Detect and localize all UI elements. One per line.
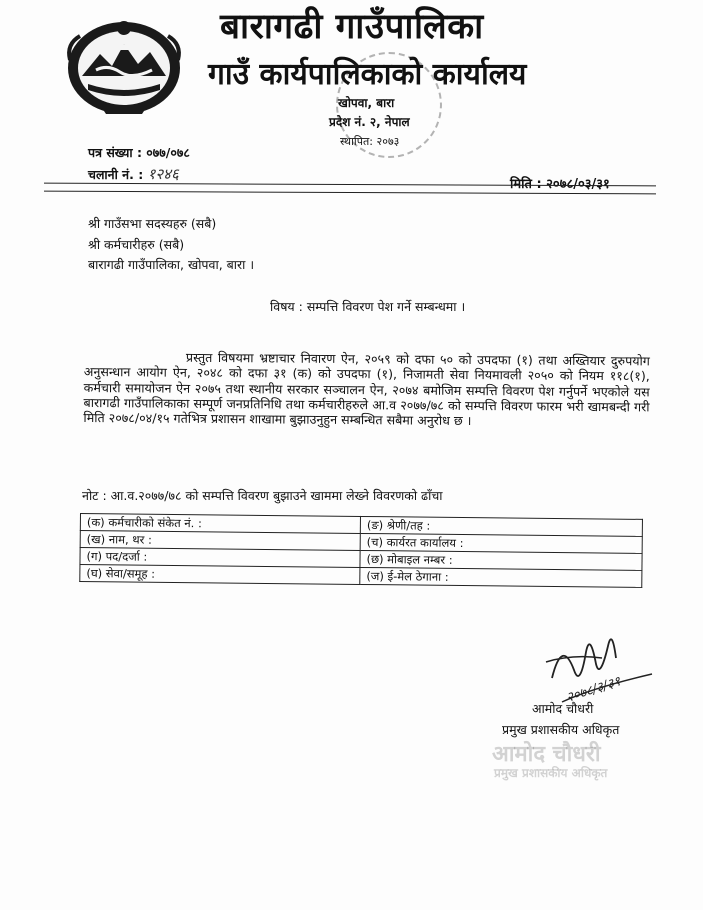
recipient-line: बारागढी गाउँपालिका, खोपवा, बारा । (88, 257, 255, 272)
faded-title-stamp: प्रमुख प्रशासकीय अधिकृत (494, 766, 608, 780)
letter-date: मिति : २०७८/०३/३१ (510, 177, 610, 192)
note-line: नोट : आ.व.२०७७/७८ को सम्पत्ति विवरण बुझाउने खाममा लेख्ने विवरणको ढाँचा (82, 488, 443, 503)
letter-number: पत्र संख्या : ०७७/०७८ (88, 145, 190, 160)
letter-subject: विषय : सम्पत्ति विवरण पेश गर्ने सम्बन्धमा । (270, 299, 466, 314)
signature-date: २०७८/३/३१ (564, 674, 623, 706)
address-line-2: प्रदेश नं. २, नेपाल (329, 115, 410, 129)
table-cell: (ज) ई-मेल ठेगाना : (360, 567, 642, 587)
nepal-emblem-icon (62, 14, 186, 118)
table-cell: (ख) नाम, थर : (80, 531, 360, 551)
table-cell: (ङ) श्रेणी/तह : (360, 516, 642, 536)
recipient-line: श्री गाउँसभा सदस्यहरु (सबै) (88, 216, 217, 231)
handwritten-signature (532, 618, 662, 708)
table-cell: (क) कर्मचारीको संकेत नं. : (80, 514, 360, 534)
dispatch-label: चलानी नं. : (88, 167, 144, 182)
dispatch-line (88, 164, 179, 184)
letter-body: प्रस्तुत विषयमा भ्रष्टाचार निवारण ऐन, २०५९ को दफा ५० को उपदफा (१) तथा अख्तियार दुरुपयोग अनुसन्धान आयोग ऐन, २०४८ को दफा ३१ (क) को उपदफा (१), निजामती सेवा नियमावली २०५० को नियम ११८(१), कर्मचारी समायोजन ऐन २०७५ तथा स्थानीय सरकार सञ्चालन ऐन, २०७४ बमोजिम सम्पत्ति विवरण पेश गर्नुपर्ने भएकोले यस बारागढी गाउँपालिकाका सम्पूर्ण जनप्रतिनिधि तथा कर्मचारीहरुले आ.व २०७७/७८ को सम्पत्ति विवरण फारम भरी खामबन्दी गरी मिति २०७८/०४/१५ गतेभित्र प्रशासन शाखामा बुझाउनुहुन सम्बन्धित सबैमा अनुरोध छ । (83, 349, 650, 429)
established-year: स्थापित: २०७३ (340, 135, 400, 148)
address-line-1: खोपवा, बारा (338, 96, 395, 110)
municipality-name: बारागढी गाउँपालिका (220, 7, 484, 47)
table-cell: (छ) मोबाइल नम्बर : (360, 550, 642, 570)
faded-name-stamp: आमोद चौधरी (492, 742, 601, 767)
signatory-title: प्रमुख प्रशासकीय अधिकृत (502, 722, 620, 737)
table-cell: (च) कार्यरत कार्यालय : (360, 533, 642, 553)
table-cell: (घ) सेवा/समूह : (80, 565, 360, 585)
table-cell: (ग) पद/दर्जा : (80, 548, 360, 568)
office-name: गाउँ कार्यपालिकाको कार्यालय (208, 57, 527, 92)
dispatch-number: १२४६ (147, 165, 179, 183)
envelope-details-table (79, 513, 643, 588)
recipient-line: श्री कर्मचारीहरु (सबै) (88, 237, 185, 252)
signatory-name: आमोद चौधरी (532, 701, 594, 716)
